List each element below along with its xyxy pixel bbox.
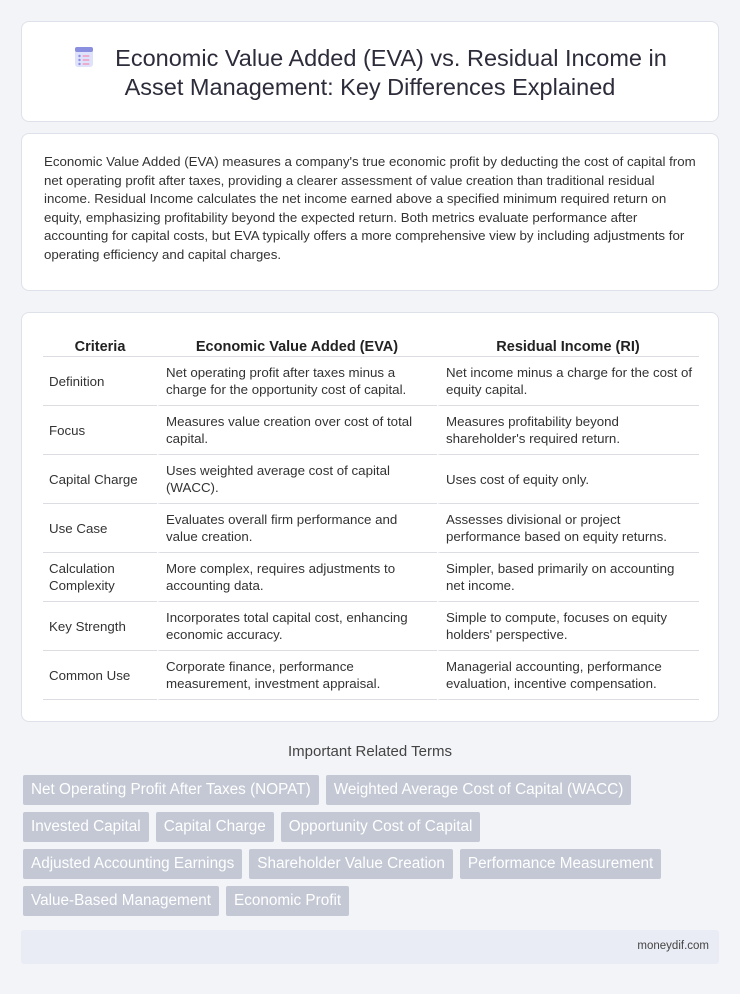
tag-invested-capital[interactable]: Invested Capital [23, 812, 149, 842]
header-ri: Residual Income (RI) [437, 337, 699, 357]
table-row [43, 553, 699, 602]
row-eva: Evaluates overall firm performance and value creation. [157, 504, 437, 553]
comparison-card [21, 312, 719, 722]
row-ri: Simple to compute, focuses on equity holders' perspective. [437, 602, 699, 651]
related-terms [23, 775, 723, 923]
intro-paragraph: Economic Value Added (EVA) measures a company's true economic profit by deducting the cost of capital from net operating profit after taxes, providing a clearer assessment of value creation than traditional residual income. Residual Income calculates the net income earned above a specified minimum required return on equity, emphasizing profitability beyond the expected return. Both metrics evaluate performance after accounting for capital costs, but EVA typically offers a more comprehensive view by including adjustments for operating efficiency and capital charges. [44, 154, 696, 262]
row-eva: Uses weighted average cost of capital (WACC). [157, 455, 437, 504]
tag-row [23, 775, 723, 805]
table-row [43, 406, 699, 455]
table-row [43, 455, 699, 504]
row-criteria: Common Use [43, 651, 157, 700]
table-row [43, 357, 699, 406]
tag-wacc[interactable]: Weighted Average Cost of Capital (WACC) [326, 775, 632, 805]
tag-performance-measurement[interactable]: Performance Measurement [460, 849, 661, 879]
header-eva: Economic Value Added (EVA) [157, 337, 437, 357]
row-eva: Net operating profit after taxes minus a charge for the opportunity cost of capital. [157, 357, 437, 406]
table-header-row [43, 337, 699, 357]
tag-opportunity-cost[interactable]: Opportunity Cost of Capital [281, 812, 481, 842]
related-terms-title: Important Related Terms [288, 743, 452, 760]
row-ri: Measures profitability beyond shareholder's required return. [437, 406, 699, 455]
comparison-table [43, 337, 699, 700]
row-criteria: Capital Charge [43, 455, 157, 504]
row-ri: Assesses divisional or project performance based on equity returns. [437, 504, 699, 553]
footer [21, 930, 719, 964]
tag-shareholder-value[interactable]: Shareholder Value Creation [249, 849, 453, 879]
tag-value-based-management[interactable]: Value-Based Management [23, 886, 219, 916]
document-list-icon [73, 46, 95, 68]
row-criteria: Key Strength [43, 602, 157, 651]
row-criteria: Use Case [43, 504, 157, 553]
row-ri: Managerial accounting, performance evaluation, incentive compensation. [437, 651, 699, 700]
tag-row [23, 812, 723, 842]
row-eva: More complex, requires adjustments to accounting data. [157, 553, 437, 602]
tag-row [23, 849, 723, 879]
row-criteria: Focus [43, 406, 157, 455]
header-criteria: Criteria [43, 337, 157, 357]
page-title [22, 44, 718, 102]
row-ri: Net income minus a charge for the cost of equity capital. [437, 357, 699, 406]
title-line-2: Asset Management: Key Differences Explained [124, 74, 616, 100]
row-criteria: Definition [43, 357, 157, 406]
tag-economic-profit[interactable]: Economic Profit [226, 886, 349, 916]
table-row [43, 602, 699, 651]
row-eva: Measures value creation over cost of total capital. [157, 406, 437, 455]
footer-site[interactable]: moneydif.com [637, 940, 709, 952]
table-row [43, 651, 699, 700]
intro-card [21, 133, 719, 291]
row-eva: Incorporates total capital cost, enhancing economic accuracy. [157, 602, 437, 651]
table-row [43, 504, 699, 553]
row-eva: Corporate finance, performance measurement, investment appraisal. [157, 651, 437, 700]
tag-nopat[interactable]: Net Operating Profit After Taxes (NOPAT) [23, 775, 319, 805]
title-card [21, 21, 719, 122]
tag-adjusted-earnings[interactable]: Adjusted Accounting Earnings [23, 849, 242, 879]
tag-row [23, 886, 723, 916]
title-line-1: Economic Value Added (EVA) vs. Residual Income in [115, 45, 667, 71]
row-ri: Simpler, based primarily on accounting net income. [437, 553, 699, 602]
tag-capital-charge[interactable]: Capital Charge [156, 812, 274, 842]
row-criteria: Calculation Complexity [43, 553, 157, 602]
row-ri: Uses cost of equity only. [437, 455, 699, 504]
